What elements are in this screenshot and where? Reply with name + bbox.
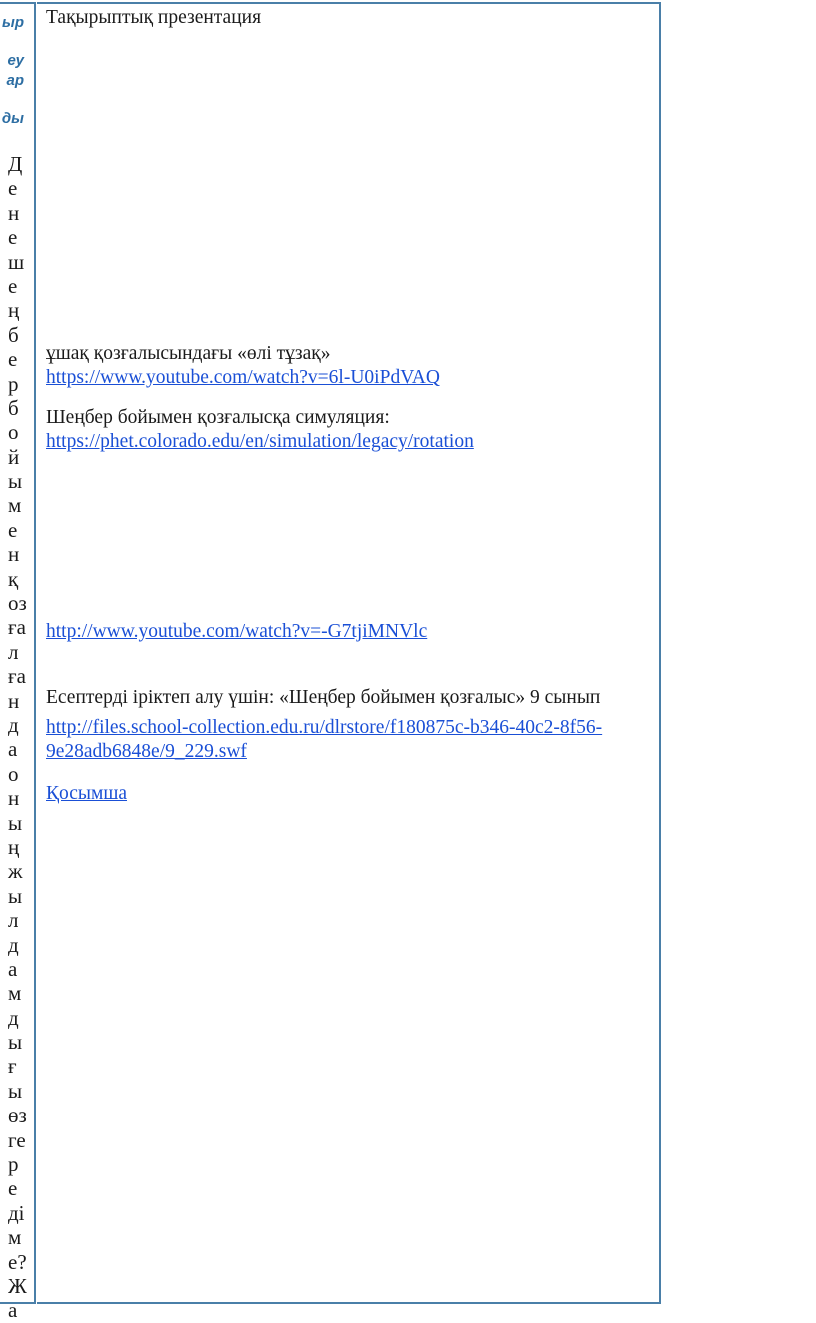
vertical-letter: а [8, 1298, 18, 1323]
vertical-letter: ғ [8, 1054, 17, 1079]
vertical-letter: Д [8, 152, 23, 176]
vertical-letter: б [8, 322, 19, 347]
vertical-letter: м [8, 981, 22, 1006]
vertical-letter: й [8, 444, 20, 469]
vertical-letter: ге [8, 1127, 26, 1152]
vertical-letter: е [8, 176, 18, 201]
appendix-link[interactable]: Қосымша [46, 783, 128, 804]
vertical-letter: а [8, 737, 18, 762]
vertical-topic-text [8, 152, 36, 1323]
tasks-link-line2[interactable]: 9e28adb6848e/9_229.swf [46, 741, 247, 762]
vertical-letter: н [8, 688, 20, 713]
vertical-letter: қ [8, 566, 19, 591]
vertical-letter: е [8, 347, 18, 372]
heading-fragment: еу [7, 52, 24, 69]
presentation-title: Тақырыптық презентация [46, 7, 262, 28]
vertical-letter: е [8, 225, 18, 250]
heading-fragment: ды [1, 110, 24, 127]
vertical-letter: е [8, 273, 18, 298]
vertical-letter: л [8, 639, 19, 664]
heading-fragment: ыр [2, 14, 24, 31]
vertical-letter: ы [8, 469, 23, 494]
vertical-letter: о [8, 761, 19, 786]
heading-fragment: ар [6, 72, 24, 89]
vertical-letter: д [8, 932, 19, 957]
vertical-letter: ға [8, 664, 26, 689]
vertical-letter: ң [8, 298, 20, 323]
vertical-letter: е? [8, 1249, 27, 1274]
vertical-letter: н [8, 786, 20, 811]
vertical-letter: ң [8, 834, 20, 859]
tasks-text: Есептерді іріктеп алу үшін: «Шеңбер бойымен қозғалыс» 9 сынып [46, 687, 601, 708]
left-cell [0, 2, 36, 1323]
vertical-letter: ж [8, 859, 23, 884]
dead-loop-link[interactable]: https://www.youtube.com/watch?v=6l-U0iPdVAQ [46, 367, 440, 388]
vertical-letter: ы [8, 1030, 23, 1055]
vertical-letter: ы [8, 810, 23, 835]
vertical-letter: р [8, 371, 19, 396]
vertical-letter: оз [8, 591, 27, 616]
vertical-letter: ы [8, 883, 23, 908]
vertical-letter: р [8, 1152, 19, 1177]
vertical-letter: м [8, 493, 22, 518]
vertical-letter: ш [8, 249, 25, 274]
vertical-letter: д [8, 1005, 19, 1030]
vertical-letter: д [8, 712, 19, 737]
vertical-letter: н [8, 542, 20, 567]
simulation-text: Шеңбер бойымен қозғалысқа симуляция: [46, 407, 390, 428]
vertical-letter: өз [8, 1103, 27, 1128]
vertical-letter: ы [8, 1078, 23, 1103]
vertical-letter: н [8, 200, 20, 225]
simulation-link[interactable]: https://phet.colorado.edu/en/simulation/legacy/rotation [46, 431, 474, 452]
vertical-letter: ді [8, 1200, 25, 1225]
vertical-letter: о [8, 420, 19, 445]
vertical-letter: л [8, 908, 19, 933]
dead-loop-text: ұшақ қозғалысындағы «өлі тұзақ» [46, 343, 331, 364]
vertical-letter: е [8, 517, 18, 542]
video-link[interactable]: http://www.youtube.com/watch?v=-G7tjiMNVlc [46, 621, 428, 642]
vertical-letter: а [8, 956, 18, 981]
vertical-letter: м [8, 1225, 22, 1250]
vertical-letter: ға [8, 615, 26, 640]
tasks-link-line1[interactable]: http://files.school-collection.edu.ru/dlrstore/f180875c-b346-40c2-8f56- [46, 717, 603, 738]
right-cell [37, 2, 661, 1304]
vertical-letter: Ж [8, 1273, 27, 1298]
vertical-letter: е [8, 1176, 18, 1201]
vertical-letter: б [8, 395, 19, 420]
